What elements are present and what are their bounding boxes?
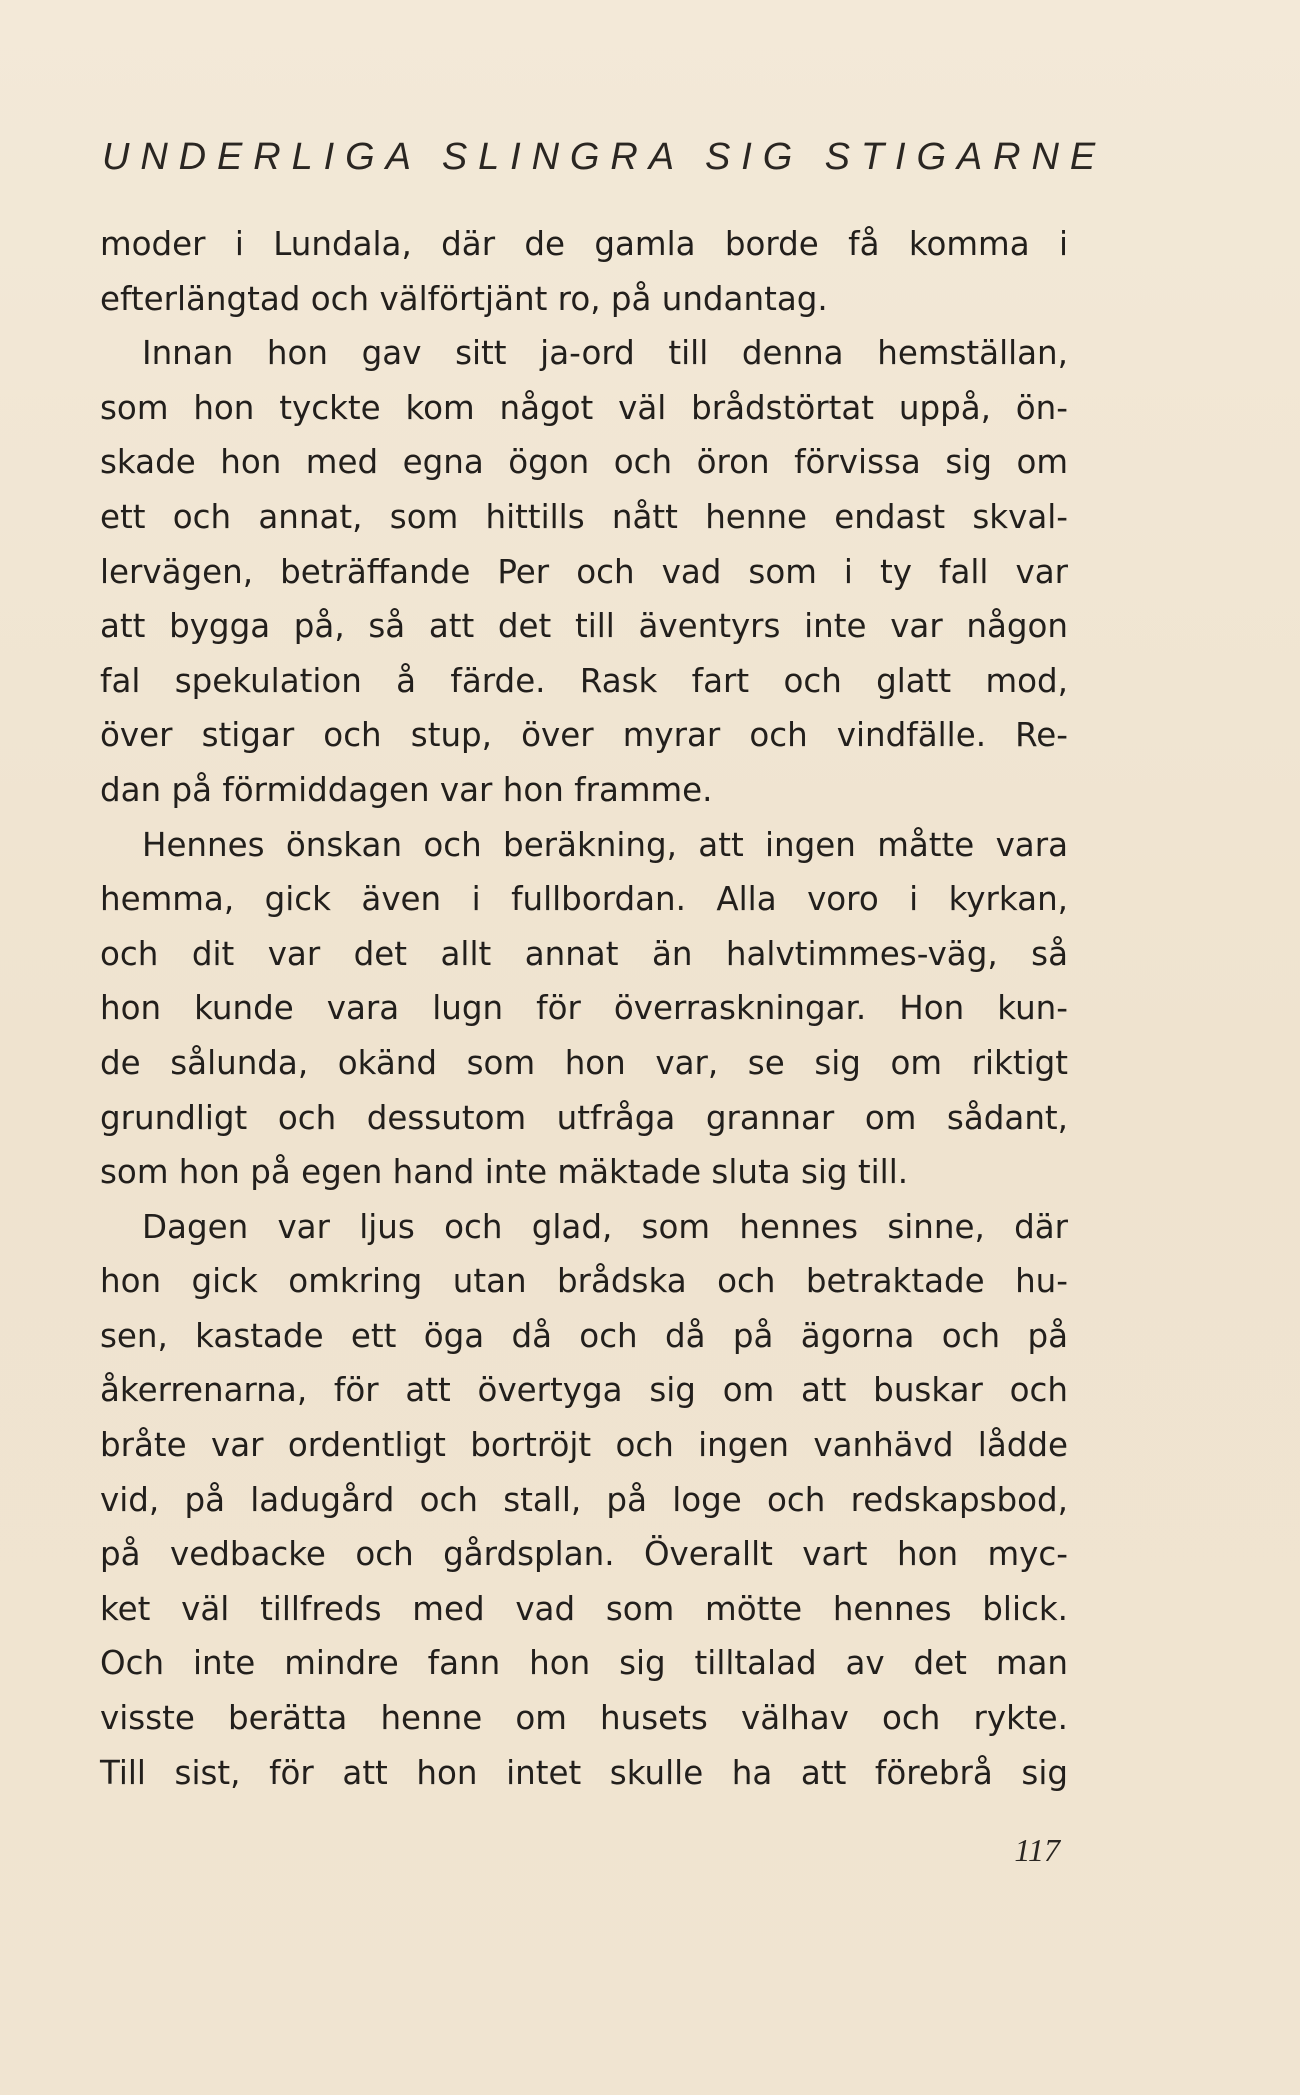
text-line: och dit var det allt annat än halvtimmes-väg, så	[100, 934, 1068, 973]
text-line: Innan hon gav sitt ja-ord till denna hemställan,	[142, 334, 1068, 373]
text-line: över stigar och stup, över myrar och vindfälle. Re-	[100, 716, 1068, 755]
text-line: ket väl tillfreds med vad som mötte hennes blick.	[100, 1589, 1068, 1628]
text-line: Och inte mindre fann hon sig tilltalad av det man	[100, 1644, 1068, 1683]
text-line: att bygga på, så att det till äventyrs inte var någon	[100, 607, 1068, 646]
text-line: visste berätta henne om husets välhav och rykte.	[100, 1699, 1068, 1738]
text-line: Dagen var ljus och glad, som hennes sinne, där	[142, 1207, 1068, 1246]
text-line: som hon på egen hand inte mäktade sluta sig till.	[100, 1153, 909, 1192]
text-line: fal spekulation å färde. Rask fart och glatt mod,	[100, 661, 1068, 700]
text-line: Till sist, för att hon intet skulle ha att förebrå sig	[100, 1753, 1068, 1792]
body-text	[100, 217, 1068, 1800]
text-line: lervägen, beträffande Per och vad som i ty fall var	[100, 552, 1068, 591]
text-line: som hon tyckte kom något väl brådstörtat uppå, ön-	[100, 388, 1068, 427]
text-line: skade hon med egna ögon och öron förvissa sig om	[100, 443, 1068, 482]
text-line: moder i Lundala, där de gamla borde få komma i	[100, 225, 1068, 263]
text-line: Hennes önskan och beräkning, att ingen måtte vara	[142, 825, 1068, 864]
text-line: grundligt och dessutom utfråga grannar om sådant,	[100, 1098, 1068, 1137]
text-line: hon gick omkring utan brådska och betraktade hu-	[100, 1262, 1068, 1301]
text-line: efterlängtad och välförtjänt ro, på undantag.	[100, 279, 828, 318]
text-line: vid, på ladugård och stall, på loge och redskapsbod,	[100, 1480, 1068, 1519]
text-line: bråte var ordentligt bortröjt och ingen vanhävd lådde	[100, 1426, 1068, 1465]
page-number: 117	[1014, 1832, 1060, 1868]
text-line: på vedbacke och gårdsplan. Överallt vart hon myc-	[100, 1535, 1068, 1574]
text-line: sen, kastade ett öga då och då på ägorna och på	[100, 1316, 1068, 1355]
text-line: hon kunde vara lugn för överraskningar. Hon kun-	[100, 989, 1068, 1028]
text-line: de sålunda, okänd som hon var, se sig om riktigt	[100, 1043, 1068, 1082]
text-line: åkerrenarna, för att övertyga sig om att buskar och	[100, 1371, 1068, 1410]
text-line: dan på förmiddagen var hon framme.	[100, 770, 713, 809]
text-line: ett och annat, som hittills nått henne endast skval-	[100, 497, 1068, 536]
text-line: hemma, gick även i fullbordan. Alla voro i kyrkan,	[100, 880, 1068, 919]
running-header: UNDERLIGA SLINGRA SIG STIGARNE	[102, 136, 1107, 178]
